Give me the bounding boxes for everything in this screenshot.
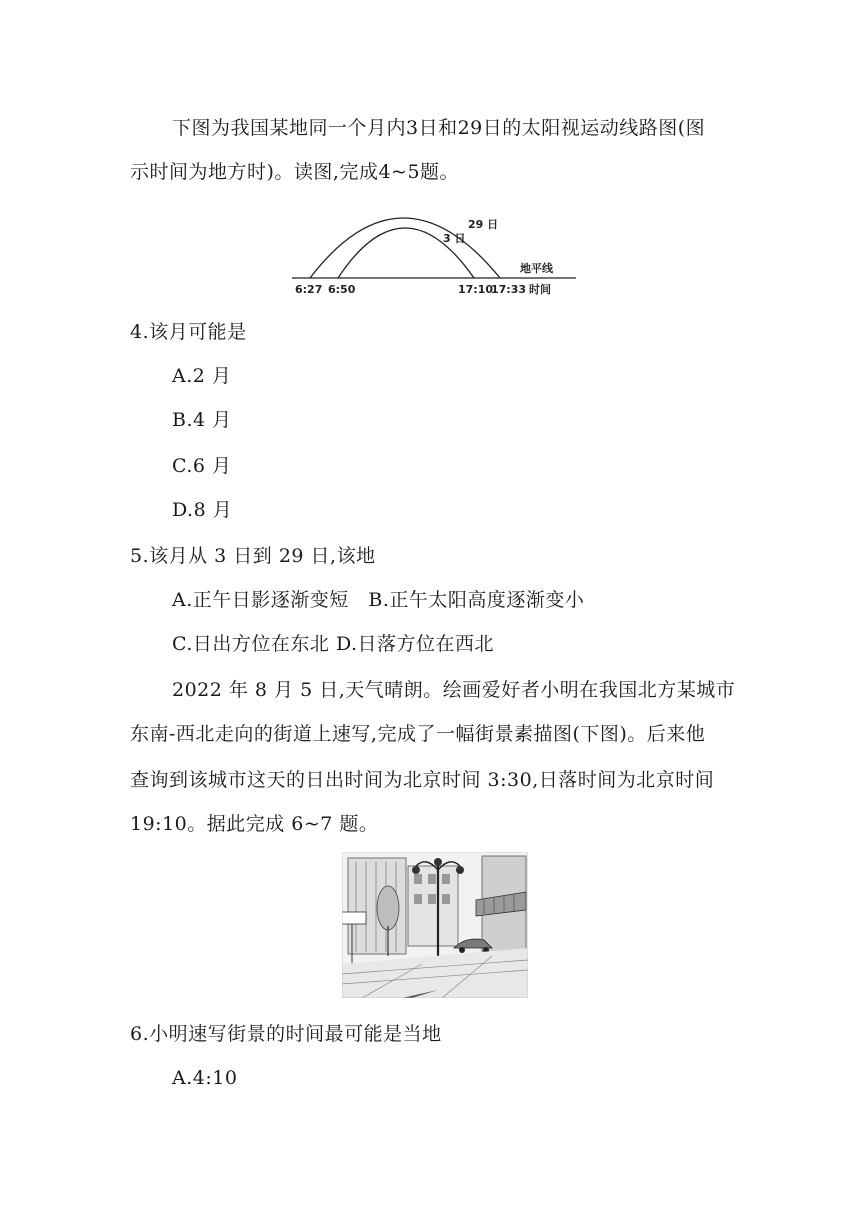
label-29: 29 日 (468, 218, 499, 231)
time-17-33: 17:33 (491, 283, 527, 296)
q4-option-a: A.2 月 (172, 365, 232, 387)
q5-stem: 5.该月从 3 日到 29 日,该地 (130, 545, 376, 567)
q4-option-c: C.6 月 (172, 455, 232, 477)
q5-options-cd: C.日出方位在东北 D.日落方位在西北 (172, 633, 495, 655)
q4-option-b: B.4 月 (172, 409, 232, 431)
label-3: 3 日 (443, 232, 466, 245)
q6-stem: 6.小明速写街景的时间最可能是当地 (130, 1023, 442, 1045)
sun-path-diagram (286, 196, 586, 300)
passage2-line-4: 19:10。据此完成 6~7 题。 (130, 813, 379, 835)
time-6-27: 6:27 (295, 283, 323, 296)
passage2-line-3: 查询到该城市这天的日出时间为北京时间 3:30,日落时间为北京时间 (130, 769, 715, 791)
passage2-line-1: 2022 年 8 月 5 日,天气晴朗。绘画爱好者小明在我国北方某城市 (172, 679, 736, 701)
q4-stem: 4.该月可能是 (130, 321, 247, 343)
time-label: 时间 (529, 283, 551, 296)
q5-options-ab: A.正午日影逐渐变短 B.正午太阳高度逐渐变小 (172, 589, 585, 611)
intro-line-1: 下图为我国某地同一个月内3日和29日的太阳视运动线路图(图 (172, 117, 706, 139)
horizon-label: 地平线 (520, 262, 553, 275)
q6-option-a: A.4:10 (172, 1067, 238, 1089)
passage2-line-2: 东南-西北走向的街道上速写,完成了一幅街景素描图(下图)。后来他 (130, 723, 706, 745)
q4-option-d: D.8 月 (172, 499, 233, 521)
time-17-10: 17:10 (458, 283, 494, 296)
intro-line-2: 示时间为地方时)。读图,完成4~5题。 (130, 161, 460, 183)
time-6-50: 6:50 (328, 283, 356, 296)
street-sketch-image (342, 852, 528, 998)
